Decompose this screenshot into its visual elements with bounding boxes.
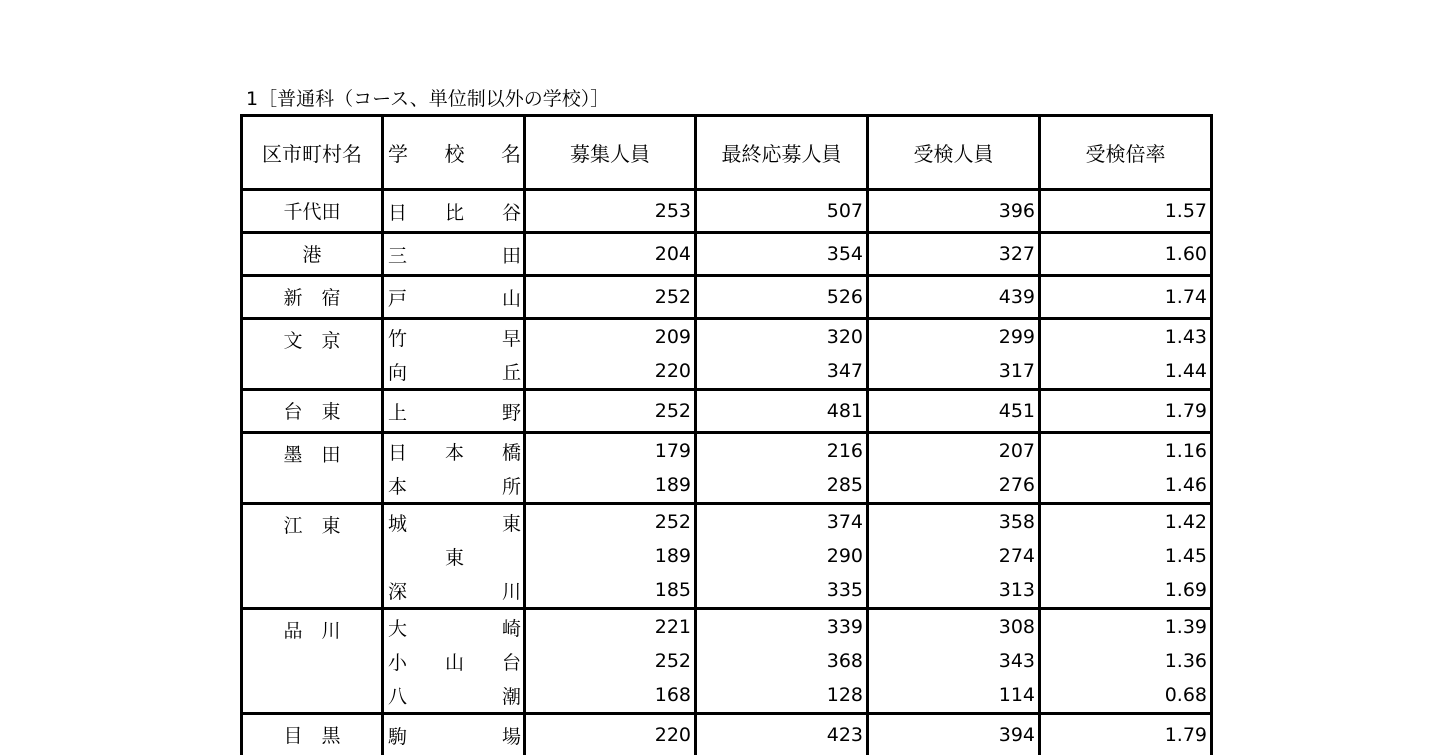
school-name-char: 向 [388, 361, 408, 384]
quota-header: 募集人員 [525, 116, 696, 190]
school-name-char: 所 [501, 475, 521, 498]
quota-cell: 252 [525, 390, 696, 433]
examinees-cell: 114 [868, 678, 1040, 714]
ward-header: 区市町村名 [242, 116, 383, 190]
table-row [242, 609, 1212, 645]
school-name-char: 川 [501, 580, 521, 603]
table-row [242, 678, 1212, 714]
ratio-cell: 1.39 [1040, 609, 1212, 645]
examinees-cell: 396 [868, 190, 1040, 233]
applicants-cell: 354 [696, 233, 868, 276]
school-name-char: 深 [388, 580, 408, 603]
school-name-char [445, 577, 464, 604]
ward-cell: 港 [242, 233, 383, 276]
examinees-cell: 343 [868, 644, 1040, 678]
school-header-char: 学 [388, 142, 408, 166]
school-cell [383, 354, 525, 390]
examinees-cell: 207 [868, 433, 1040, 469]
school-name-char [445, 472, 464, 499]
school-name-char: 本 [388, 475, 408, 498]
school-name-char [445, 722, 464, 749]
quota-cell: 189 [525, 539, 696, 573]
examinees-cell: 317 [868, 354, 1040, 390]
applicants-cell: 423 [696, 714, 868, 756]
ratio-cell: 1.69 [1040, 573, 1212, 609]
school-name-char: 台 [501, 651, 521, 674]
ward-cell: 江 東 [242, 504, 383, 609]
examinees-cell: 274 [868, 539, 1040, 573]
quota-cell: 252 [525, 504, 696, 540]
school-name-char [445, 284, 464, 311]
applicants-cell: 526 [696, 276, 868, 319]
examinees-cell: 439 [868, 276, 1040, 319]
applicants-cell: 290 [696, 539, 868, 573]
school-name-char [445, 398, 464, 425]
ratio-cell: 1.16 [1040, 433, 1212, 469]
ward-cell: 文 京 [242, 319, 383, 390]
school-cell [383, 539, 525, 573]
table-row [242, 354, 1212, 390]
school-cell [383, 678, 525, 714]
applicants-cell: 347 [696, 354, 868, 390]
ratio-cell: 1.44 [1040, 354, 1212, 390]
applicants-cell: 339 [696, 609, 868, 645]
school-name-char [445, 241, 464, 268]
school-name-char [445, 614, 464, 641]
school-header-char: 校 [444, 142, 465, 166]
applicants-cell: 128 [696, 678, 868, 714]
examinees-cell: 308 [868, 609, 1040, 645]
school-name-char: 谷 [501, 201, 521, 224]
quota-cell: 252 [525, 644, 696, 678]
examinees-cell: 394 [868, 714, 1040, 756]
table-body [242, 190, 1212, 756]
table-row [242, 714, 1212, 756]
quota-cell: 179 [525, 433, 696, 469]
table-row [242, 504, 1212, 540]
applicants-cell: 374 [696, 504, 868, 540]
table-row [242, 190, 1212, 233]
ratio-header: 受検倍率 [1040, 116, 1212, 190]
school-name-char [445, 509, 464, 536]
school-name-char: 日 [388, 441, 408, 464]
school-name-char: 田 [501, 244, 521, 267]
school-header-char: 名 [501, 142, 521, 166]
school-cell [383, 190, 525, 233]
school-name-char: 本 [444, 441, 464, 464]
table-row [242, 468, 1212, 504]
examinees-cell: 313 [868, 573, 1040, 609]
school-cell [383, 573, 525, 609]
ratio-cell: 1.43 [1040, 319, 1212, 355]
school-name-char: 大 [388, 617, 408, 640]
ratio-cell: 0.68 [1040, 678, 1212, 714]
ratio-cell: 1.60 [1040, 233, 1212, 276]
examinees-cell: 299 [868, 319, 1040, 355]
school-cell [383, 714, 525, 756]
school-cell [383, 468, 525, 504]
school-name-char: 上 [388, 401, 408, 424]
school-cell [383, 609, 525, 645]
examinees-cell: 276 [868, 468, 1040, 504]
applicants-cell: 368 [696, 644, 868, 678]
school-name-char: 比 [444, 201, 464, 224]
examinees-cell: 451 [868, 390, 1040, 433]
examinees-header: 受検人員 [868, 116, 1040, 190]
school-name-char: 東 [501, 512, 521, 535]
quota-cell: 220 [525, 354, 696, 390]
school-cell [383, 233, 525, 276]
school-header [383, 116, 525, 190]
examinees-cell: 327 [868, 233, 1040, 276]
school-name-char: 三 [388, 244, 408, 267]
ward-cell: 新 宿 [242, 276, 383, 319]
table-row [242, 433, 1212, 469]
ratio-cell: 1.79 [1040, 714, 1212, 756]
applicants-header: 最終応募人員 [696, 116, 868, 190]
header-row [242, 116, 1212, 190]
quota-cell: 185 [525, 573, 696, 609]
table-row [242, 319, 1212, 355]
school-cell [383, 433, 525, 469]
school-name-char: 野 [501, 401, 521, 424]
ratio-cell: 1.74 [1040, 276, 1212, 319]
ratio-cell: 1.79 [1040, 390, 1212, 433]
school-name-char: 丘 [501, 361, 521, 384]
school-name-char: 潮 [501, 685, 521, 708]
school-cell [383, 504, 525, 540]
quota-cell: 209 [525, 319, 696, 355]
school-name-char [445, 358, 464, 385]
ward-cell: 品 川 [242, 609, 383, 714]
school-name-char: 崎 [501, 617, 521, 640]
ward-cell: 台 東 [242, 390, 383, 433]
school-name-char: 小 [388, 651, 408, 674]
applicants-cell: 216 [696, 433, 868, 469]
table-row [242, 573, 1212, 609]
ward-cell: 千代田 [242, 190, 383, 233]
school-cell [383, 276, 525, 319]
ratio-cell: 1.42 [1040, 504, 1212, 540]
table-row [242, 233, 1212, 276]
school-name-char: 日 [388, 201, 408, 224]
quota-cell: 220 [525, 714, 696, 756]
table-row [242, 276, 1212, 319]
school-name-char: 早 [501, 327, 521, 350]
school-name-char: 山 [501, 287, 521, 310]
school-name-char: 戸 [388, 287, 408, 310]
school-name-char: 山 [444, 651, 464, 674]
school-name-char: 橋 [501, 441, 521, 464]
school-name-char: 場 [501, 725, 521, 748]
school-name-char: 東 [444, 546, 464, 569]
applicants-cell: 285 [696, 468, 868, 504]
school-name-char: 八 [388, 685, 408, 708]
table-row [242, 390, 1212, 433]
quota-cell: 253 [525, 190, 696, 233]
ratio-cell: 1.57 [1040, 190, 1212, 233]
applicants-cell: 335 [696, 573, 868, 609]
examinees-cell: 358 [868, 504, 1040, 540]
admission-table [240, 114, 1213, 755]
school-cell [383, 319, 525, 355]
applicants-cell: 481 [696, 390, 868, 433]
quota-cell: 168 [525, 678, 696, 714]
quota-cell: 189 [525, 468, 696, 504]
ward-cell: 墨 田 [242, 433, 383, 504]
school-name-char: 竹 [388, 327, 408, 350]
quota-cell: 204 [525, 233, 696, 276]
table-row [242, 644, 1212, 678]
page-title: 1［普通科（コース、単位制以外の学校）］ [246, 88, 610, 110]
school-name-char [445, 324, 464, 351]
ratio-cell: 1.36 [1040, 644, 1212, 678]
ratio-cell: 1.46 [1040, 468, 1212, 504]
school-name-char [445, 682, 464, 709]
quota-cell: 252 [525, 276, 696, 319]
applicants-cell: 507 [696, 190, 868, 233]
quota-cell: 221 [525, 609, 696, 645]
school-name-char: 駒 [388, 725, 408, 748]
table-row [242, 539, 1212, 573]
applicants-cell: 320 [696, 319, 868, 355]
school-cell [383, 644, 525, 678]
ward-cell: 目 黒 [242, 714, 383, 756]
school-name-char: 城 [388, 512, 408, 535]
ratio-cell: 1.45 [1040, 539, 1212, 573]
school-cell [383, 390, 525, 433]
